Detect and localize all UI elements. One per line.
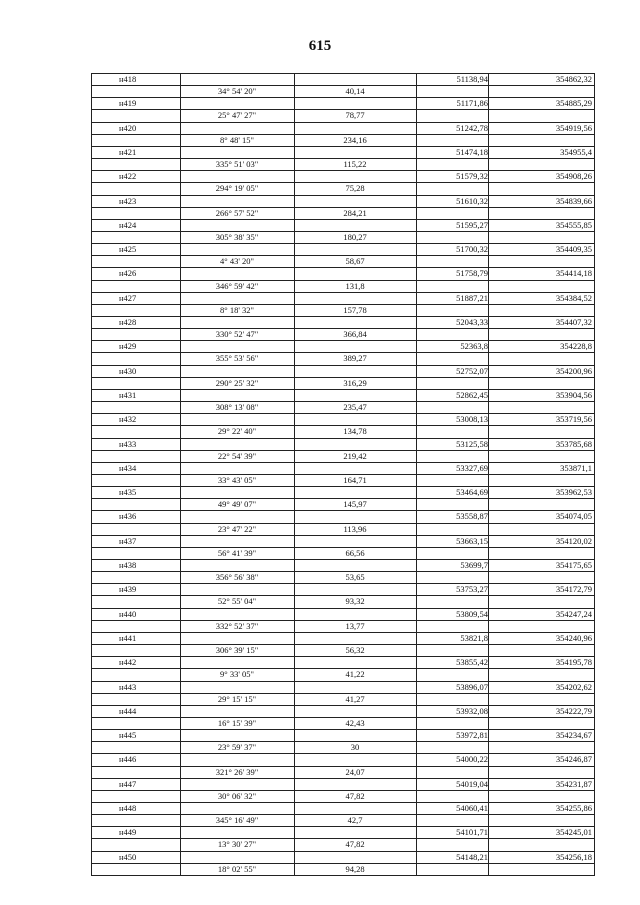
direction-angle: 321° 26' 39" (215, 767, 259, 777)
coordinate-x: 51242,78 (456, 123, 488, 133)
segment-length: 78,77 (345, 110, 365, 120)
coordinate-x: 53699,7 (460, 560, 488, 570)
direction-angle: 49° 49' 07" (217, 499, 257, 509)
coordinate-y: 354222,79 (555, 706, 592, 716)
segment-length: 316,29 (343, 378, 367, 388)
direction-angle: 332° 52' 37" (215, 621, 259, 631)
coordinate-y: 354246,87 (555, 754, 592, 764)
coordinate-x: 54148,21 (456, 852, 488, 862)
coordinate-x: 52043,33 (456, 317, 488, 327)
point-name: н435 (119, 487, 137, 497)
point-name: н438 (119, 560, 137, 570)
coordinate-x: 53896,07 (456, 682, 488, 692)
coordinate-y: 353962,53 (555, 487, 592, 497)
point-name: н439 (119, 584, 137, 594)
segment-length: 94,28 (345, 864, 365, 874)
direction-angle: 16° 15' 39" (217, 718, 257, 728)
coordinate-x: 51579,32 (456, 171, 488, 181)
coordinate-y: 354414,18 (555, 268, 592, 278)
segment-length: 389,27 (343, 353, 367, 363)
coordinate-y: 354200,96 (555, 366, 592, 376)
coordinate-y: 354908,26 (555, 171, 592, 181)
direction-angle: 23° 47' 22" (217, 524, 257, 534)
segment-length: 234,16 (343, 135, 367, 145)
direction-angle: 346° 59' 42" (215, 281, 259, 291)
coordinate-x: 52862,45 (456, 390, 488, 400)
coordinate-x: 51610,32 (456, 196, 488, 206)
coordinate-x: 52363,8 (460, 341, 488, 351)
point-name: н429 (119, 341, 137, 351)
coordinate-x: 53008,13 (456, 414, 488, 424)
point-name: н437 (119, 536, 137, 546)
point-name: н446 (119, 754, 137, 764)
coordinate-y: 353719,56 (555, 414, 592, 424)
point-name: н428 (119, 317, 137, 327)
direction-angle: 308° 13' 08" (215, 402, 259, 412)
point-name: н444 (119, 706, 137, 716)
direction-angle: 18° 02' 55" (217, 864, 257, 874)
segment-length: 75,28 (345, 183, 365, 193)
segment-length: 53,65 (345, 572, 365, 582)
point-name: н423 (119, 196, 137, 206)
coordinate-y: 354555,85 (555, 220, 592, 230)
direction-angle: 52° 55' 04" (217, 596, 257, 606)
direction-angle: 355° 53' 56" (215, 353, 259, 363)
segment-length: 366,84 (343, 329, 367, 339)
coordinate-y: 354862,32 (555, 74, 592, 84)
segment-length: 113,96 (343, 524, 367, 534)
direction-angle: 294° 19' 05" (215, 183, 259, 193)
segment-length: 13,77 (345, 621, 365, 631)
segment-length: 42,7 (347, 815, 363, 825)
segment-length: 157,78 (343, 305, 367, 315)
direction-angle: 335° 51' 03" (215, 159, 259, 169)
segment-length: 145,97 (343, 499, 367, 509)
coordinate-y: 354955,4 (560, 147, 592, 157)
direction-angle: 33° 43' 05" (217, 475, 257, 485)
segment-length: 30 (350, 742, 360, 752)
coordinate-x: 53972,81 (456, 730, 488, 740)
coordinate-y: 354384,52 (555, 293, 592, 303)
segment-length: 47,82 (345, 839, 365, 849)
coordinate-x: 51138,94 (456, 74, 488, 84)
segment-length: 131,8 (345, 281, 365, 291)
coordinate-x: 52752,07 (456, 366, 488, 376)
coordinate-x: 54060,41 (456, 803, 488, 813)
direction-angle: 330° 52' 47" (215, 329, 259, 339)
point-name: н431 (119, 390, 137, 400)
point-name: н443 (119, 682, 137, 692)
point-name: н420 (119, 123, 137, 133)
segment-length: 40,14 (345, 86, 365, 96)
direction-angle: 4° 43' 20" (220, 256, 254, 266)
coordinate-y: 354228,8 (560, 341, 592, 351)
segment-length: 284,21 (343, 208, 367, 218)
direction-angle: 290° 25' 32" (215, 378, 259, 388)
point-name: н433 (119, 439, 137, 449)
coordinate-y: 353871,1 (560, 463, 592, 473)
point-name: н422 (119, 171, 137, 181)
direction-angle: 8° 18' 32" (220, 305, 254, 315)
direction-angle: 29° 15' 15" (217, 694, 257, 704)
point-name: н442 (119, 657, 137, 667)
direction-angle: 25° 47' 27" (217, 110, 257, 120)
coordinate-x: 53855,42 (456, 657, 488, 667)
direction-angle: 8° 48' 15" (220, 135, 254, 145)
segment-length: 180,27 (343, 232, 367, 242)
segment-length: 42,43 (345, 718, 365, 728)
coordinate-y: 354256,18 (555, 852, 592, 862)
point-name: н432 (119, 414, 137, 424)
coordinate-x: 53663,15 (456, 536, 488, 546)
coordinates-table (91, 73, 595, 876)
coordinate-x: 53558,87 (456, 511, 488, 521)
coordinate-y: 354407,32 (555, 317, 592, 327)
point-name: н450 (119, 852, 137, 862)
coordinate-x: 53809,54 (456, 609, 488, 619)
table-row-border (91, 875, 595, 876)
point-name: н436 (119, 511, 137, 521)
point-name: н445 (119, 730, 137, 740)
coordinate-x: 53753,27 (456, 584, 488, 594)
point-name: н421 (119, 147, 137, 157)
coordinate-y: 354202,62 (555, 682, 592, 692)
direction-angle: 356° 56' 38" (215, 572, 259, 582)
point-name: н448 (119, 803, 137, 813)
coordinate-x: 54019,04 (456, 779, 488, 789)
direction-angle: 13° 30' 27" (217, 839, 257, 849)
coordinate-y: 354919,56 (555, 123, 592, 133)
coordinate-y: 354074,05 (555, 511, 592, 521)
point-name: н449 (119, 827, 137, 837)
point-name: н418 (119, 74, 137, 84)
coordinate-y: 353785,68 (555, 439, 592, 449)
coordinate-y: 354409,35 (555, 244, 592, 254)
direction-angle: 56° 41' 39" (217, 548, 257, 558)
coordinate-x: 54101,71 (456, 827, 488, 837)
coordinate-x: 51758,79 (456, 268, 488, 278)
coordinate-x: 51700,32 (456, 244, 488, 254)
segment-length: 66,56 (345, 548, 365, 558)
coordinate-y: 354120,02 (555, 536, 592, 546)
direction-angle: 34° 54' 20" (217, 86, 257, 96)
direction-angle: 30° 06' 32" (217, 791, 257, 801)
coordinate-x: 53932,08 (456, 706, 488, 716)
coordinate-x: 51171,86 (456, 98, 488, 108)
coordinate-x: 53327,69 (456, 463, 488, 473)
page-number: 615 (308, 38, 332, 54)
coordinate-y: 354839,66 (555, 196, 592, 206)
point-name: н425 (119, 244, 137, 254)
point-name: н419 (119, 98, 137, 108)
point-name: н440 (119, 609, 137, 619)
segment-length: 41,22 (345, 669, 365, 679)
direction-angle: 266° 57' 52" (215, 208, 259, 218)
segment-length: 93,32 (345, 596, 365, 606)
coordinate-y: 354175,65 (555, 560, 592, 570)
direction-angle: 305° 38' 35" (215, 232, 259, 242)
point-name: н430 (119, 366, 137, 376)
coordinate-y: 354231,87 (555, 779, 592, 789)
segment-length: 56,32 (345, 645, 365, 655)
point-name: н427 (119, 293, 137, 303)
segment-length: 115,22 (343, 159, 367, 169)
direction-angle: 23° 59' 37" (217, 742, 257, 752)
direction-angle: 9° 33' 05" (220, 669, 254, 679)
direction-angle: 306° 39' 15" (215, 645, 259, 655)
coordinate-x: 53464,69 (456, 487, 488, 497)
segment-length: 134,78 (343, 426, 367, 436)
coordinate-y: 354234,67 (555, 730, 592, 740)
coordinate-x: 51474,18 (456, 147, 488, 157)
segment-length: 47,82 (345, 791, 365, 801)
segment-length: 219,42 (343, 451, 367, 461)
segment-length: 41,27 (345, 694, 365, 704)
coordinate-x: 51595,27 (456, 220, 488, 230)
coordinate-y: 354247,24 (555, 609, 592, 619)
coordinate-x: 54000,22 (456, 754, 488, 764)
coordinate-y: 354885,29 (555, 98, 592, 108)
point-name: н447 (119, 779, 137, 789)
segment-length: 24,07 (345, 767, 365, 777)
point-name: н426 (119, 268, 137, 278)
coordinate-x: 51887,21 (456, 293, 488, 303)
coordinate-y: 354245,01 (555, 827, 592, 837)
coordinate-x: 53125,58 (456, 439, 488, 449)
coordinate-y: 353904,56 (555, 390, 592, 400)
coordinate-y: 354172,79 (555, 584, 592, 594)
point-name: н424 (119, 220, 137, 230)
coordinate-y: 354195,78 (555, 657, 592, 667)
segment-length: 235,47 (343, 402, 367, 412)
direction-angle: 22° 54' 39" (217, 451, 257, 461)
segment-length: 58,67 (345, 256, 365, 266)
direction-angle: 345° 16' 49" (215, 815, 259, 825)
coordinate-x: 53821,8 (460, 633, 488, 643)
point-name: н441 (119, 633, 137, 643)
segment-length: 164,71 (343, 475, 367, 485)
point-name: н434 (119, 463, 137, 473)
coordinate-y: 354240,96 (555, 633, 592, 643)
coordinate-y: 354255,86 (555, 803, 592, 813)
direction-angle: 29° 22' 40" (217, 426, 257, 436)
